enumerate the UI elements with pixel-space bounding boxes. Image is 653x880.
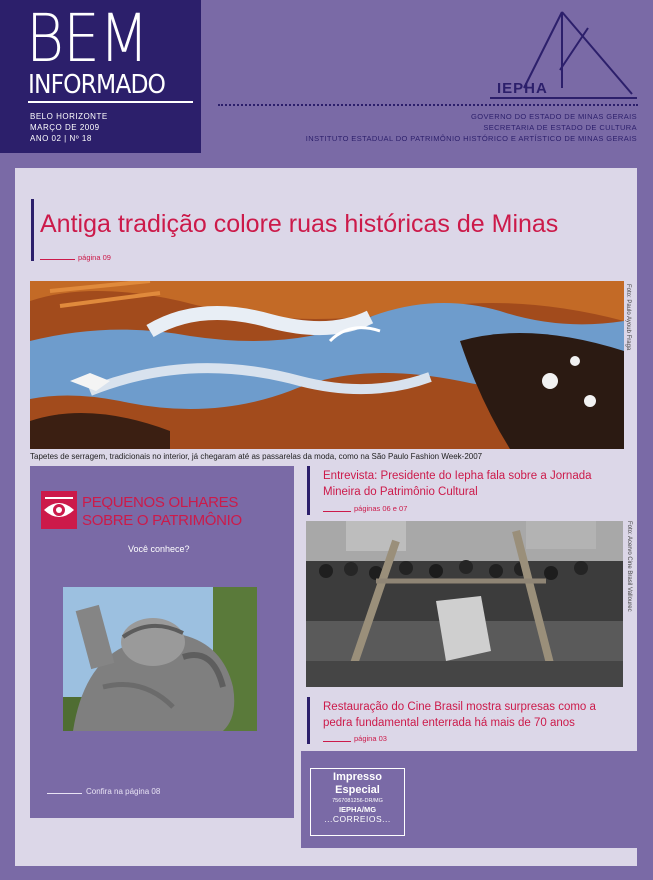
sawdust-carpet-photo	[30, 281, 624, 449]
article2-title[interactable]: Restauração do Cine Brasil mostra surpresas como a pedra fundamental enterrada há mais de 70 anos	[323, 701, 596, 729]
headline-page-ref[interactable]: página 09	[78, 253, 111, 262]
gov-line-1: GOVERNO DO ESTADO DE MINAS GERAIS	[470, 112, 637, 121]
headline-accent-bar	[31, 199, 34, 261]
edition-date: MARÇO DE 2009	[30, 123, 100, 132]
logo-underline	[28, 101, 193, 103]
headline-page-rule	[40, 259, 75, 260]
pequenos-olhares-subtitle: Você conhece?	[128, 544, 190, 554]
stamp-line-1: Impresso	[333, 771, 382, 783]
edition-issue: ANO 02 | Nº 18	[30, 134, 92, 143]
photo3-credit: Foto: Acervo Cine Brasil Vallourec	[626, 521, 632, 612]
pequenos-olhares-title-2: SOBRE O PATRIMÔNIO	[82, 512, 242, 529]
logo-informado: INFORMADO	[28, 70, 166, 100]
logo-bem: BEM	[26, 0, 149, 77]
article1-page-rule	[323, 511, 351, 512]
gov-line-2: SECRETARIA DE ESTADO DE CULTURA	[483, 123, 637, 132]
stamp-line-3: 7567081256-DR/MG	[332, 798, 383, 804]
dotted-divider	[218, 104, 638, 106]
photo1-caption: Tapetes de serragem, tradicionais no interior, já chegaram até as passarelas da moda, como na São Paulo Fashion Week-2007	[30, 452, 483, 461]
stamp-line-2: Especial	[335, 784, 380, 796]
stamp-line-5: ...CORREIOS...	[324, 814, 391, 824]
article1-title[interactable]: Entrevista: Presidente do Iepha fala sobre a Jornada Mineira do Patrimônio Cultural	[323, 470, 592, 498]
photo1-credit: Foto: Paulo Ayoub Fraga	[625, 284, 631, 351]
iepha-underline	[490, 97, 637, 99]
article2-accent-bar	[307, 697, 310, 744]
gov-line-3: INSTITUTO ESTADUAL DO PATRIMÔNIO HISTÓRICO E ARTÍSTICO DE MINAS GERAIS	[305, 134, 637, 143]
eye-icon	[41, 491, 77, 529]
headline-title[interactable]: Antiga tradição colore ruas históricas de Minas	[40, 210, 559, 238]
cornerstone-ceremony-photo	[306, 521, 623, 687]
postage-stamp	[310, 768, 405, 836]
article1-accent-bar	[307, 466, 310, 515]
article2-page-ref[interactable]: página 03	[354, 734, 387, 743]
pequenos-olhares-title-1: PEQUENOS OLHARES	[82, 494, 239, 511]
article2-page-rule	[323, 741, 351, 742]
iepha-wordmark: IEPHA	[497, 80, 548, 97]
stamp-line-4: IEPHA/MG	[338, 805, 377, 814]
sculpture-photo	[63, 587, 257, 731]
article1-page-ref[interactable]: páginas 06 e 07	[354, 504, 408, 513]
confira-link[interactable]: Confira na página 08	[86, 787, 161, 796]
confira-rule	[47, 793, 82, 794]
edition-city: BELO HORIZONTE	[30, 112, 108, 121]
